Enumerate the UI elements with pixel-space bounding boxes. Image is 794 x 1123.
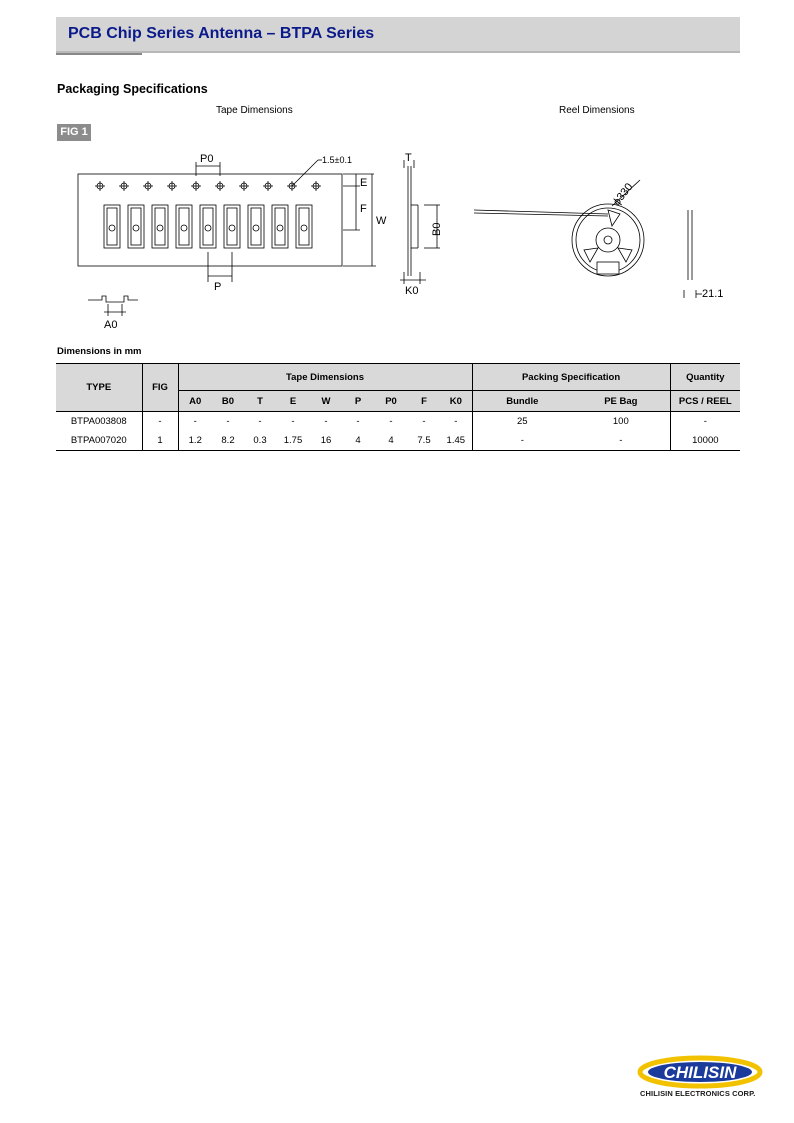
sprocket-hole	[95, 181, 105, 191]
th-pcs-reel: PCS / REEL	[670, 391, 740, 412]
w-label: W	[376, 215, 387, 227]
dimensions-note: Dimensions in mm	[57, 346, 142, 357]
th-type: TYPE	[56, 364, 142, 412]
cell-bundle: -	[472, 431, 572, 451]
sprocket-hole	[311, 181, 321, 191]
cell-p0: -	[389, 416, 393, 427]
logo-word: CHILISIN	[663, 1063, 737, 1082]
e-label: E	[360, 177, 368, 189]
page-title: PCB Chip Series Antenna – BTPA Series	[68, 25, 375, 42]
reel-diameter-label: ϕ330	[610, 181, 636, 208]
p-label: P	[214, 281, 222, 293]
cell-pe-bag: 100	[612, 416, 629, 427]
cell-p: 4	[342, 431, 374, 451]
reel-dimensions-caption: Reel Dimensions	[559, 105, 635, 116]
cell-w: 16	[310, 431, 342, 451]
cell-p: -	[356, 416, 360, 427]
section-heading: Packaging Specifications	[57, 82, 208, 96]
f-label: F	[360, 203, 367, 215]
cell-e: 1.75	[276, 431, 310, 451]
th-k0: K0	[440, 391, 472, 412]
b0-label: B0	[431, 222, 443, 236]
cell-pcs-reel: 10000	[670, 431, 740, 451]
packaging-drawing	[0, 0, 794, 340]
cell-w: -	[324, 416, 328, 427]
k0-label: K0	[405, 285, 419, 297]
fig-label: FIG 1	[57, 124, 91, 141]
cell-a0: 1.2	[178, 431, 212, 451]
cell-f: -	[422, 416, 426, 427]
cell-type: BTPA003808	[70, 416, 127, 427]
tape-pocket	[248, 205, 264, 248]
th-fig: FIG	[142, 364, 178, 412]
th-a0: A0	[178, 391, 212, 412]
sprocket-hole	[263, 181, 273, 191]
th-p: P	[342, 391, 374, 412]
cell-pe-bag: -	[572, 431, 670, 451]
company-logo	[636, 1048, 772, 1100]
cell-fig: -	[142, 412, 178, 432]
th-pe-bag: PE Bag	[572, 391, 670, 412]
tape-pocket	[128, 205, 144, 248]
th-quantity: Quantity	[670, 364, 740, 391]
th-tape-dimensions: Tape Dimensions	[178, 364, 472, 391]
cell-type: BTPA007020	[56, 431, 142, 451]
cell-e: -	[291, 416, 295, 427]
tape-pocket	[272, 205, 288, 248]
th-e: E	[276, 391, 310, 412]
cell-p0: 4	[374, 431, 408, 451]
cell-fig: 1	[142, 431, 178, 451]
tape-pocket	[224, 205, 240, 248]
tape-dimensions-caption: Tape Dimensions	[216, 105, 293, 116]
cell-k0: 1.45	[440, 431, 472, 451]
cell-k0: -	[454, 416, 458, 427]
cell-t: -	[258, 416, 262, 427]
th-w: W	[310, 391, 342, 412]
th-packing-spec: Packing Specification	[472, 364, 670, 391]
sprocket-hole	[215, 181, 225, 191]
a0-label: A0	[104, 319, 118, 331]
hole-label: 1.5±0.1	[322, 155, 352, 165]
table-row	[56, 431, 740, 451]
table-row	[56, 412, 740, 432]
tape-pocket	[296, 205, 312, 248]
company-name: CHILISIN ELECTRONICS CORP.	[640, 1089, 756, 1098]
th-p0: P0	[374, 391, 408, 412]
t-label: T	[405, 152, 412, 164]
sprocket-hole	[239, 181, 249, 191]
sprocket-row	[95, 181, 321, 191]
cell-t: 0.3	[244, 431, 276, 451]
cell-b0: -	[226, 416, 230, 427]
p0-label: P0	[200, 153, 214, 165]
spec-table	[56, 363, 740, 451]
cell-bundle: 25	[472, 412, 572, 432]
tape-pocket	[176, 205, 192, 248]
tape-pocket	[104, 205, 120, 248]
th-t: T	[244, 391, 276, 412]
logo-mark	[636, 1048, 772, 1090]
tape-strip	[78, 174, 342, 266]
sprocket-hole	[191, 181, 201, 191]
sprocket-hole	[143, 181, 153, 191]
pocket-row	[104, 205, 312, 248]
cell-pcs-reel: -	[670, 412, 740, 432]
cell-a0: -	[178, 412, 212, 432]
sprocket-hole	[119, 181, 129, 191]
th-f: F	[408, 391, 440, 412]
th-bundle: Bundle	[472, 391, 572, 412]
reel-width-label: 21.1	[702, 288, 724, 300]
sprocket-hole	[167, 181, 177, 191]
tape-pocket	[200, 205, 216, 248]
cell-f: 7.5	[408, 431, 440, 451]
cell-b0: 8.2	[212, 431, 244, 451]
tape-pocket	[152, 205, 168, 248]
th-b0: B0	[212, 391, 244, 412]
